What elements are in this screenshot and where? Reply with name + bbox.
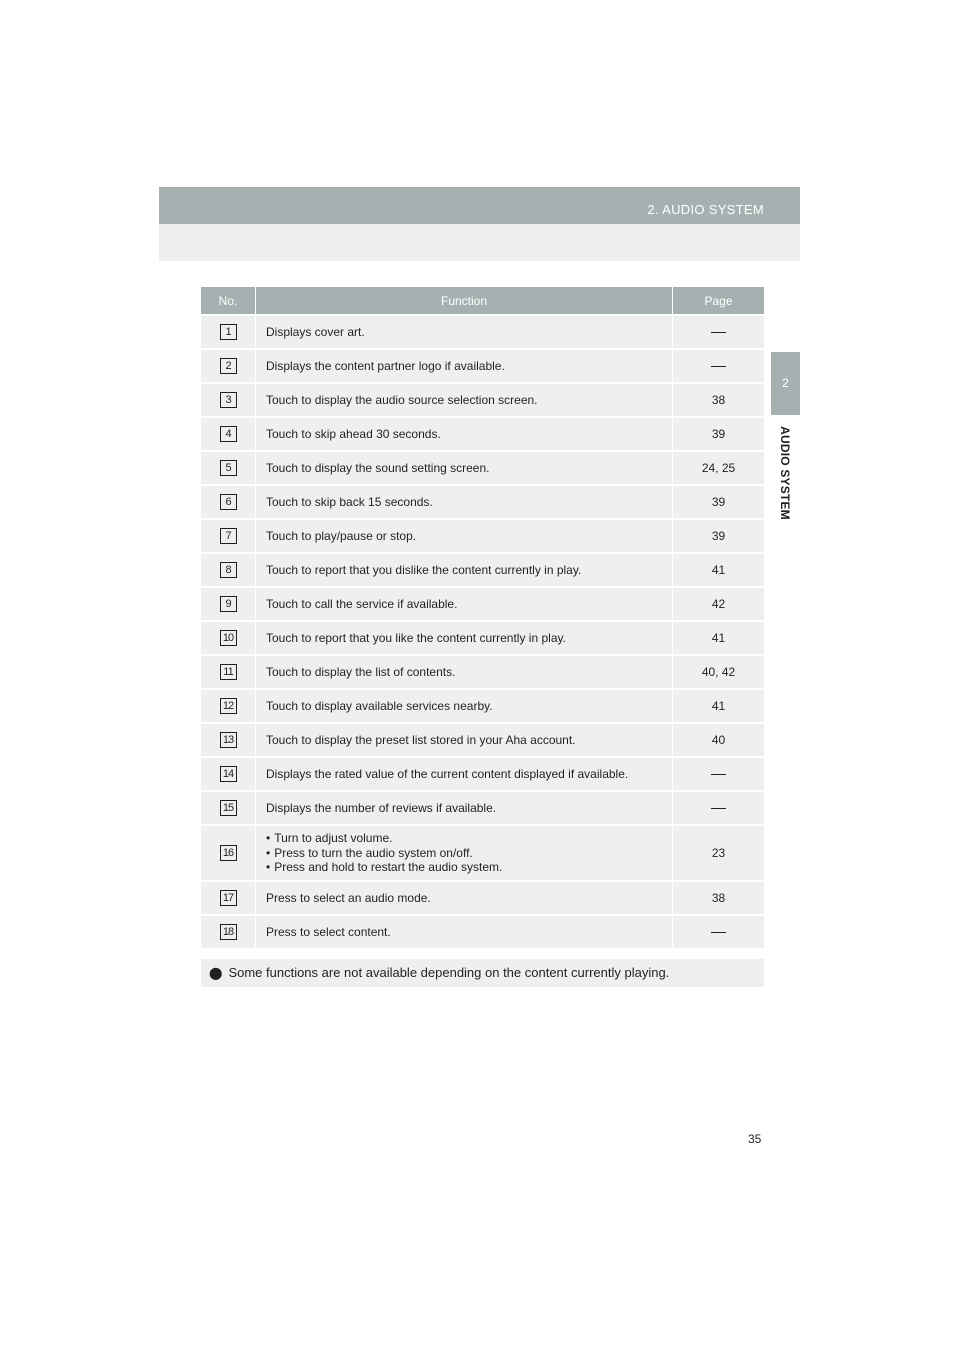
chapter-tab-number: 2 (782, 376, 789, 390)
dash-icon (711, 808, 726, 809)
row-number-cell (201, 655, 256, 689)
row-number-cell (201, 383, 256, 417)
function-cell: Press to select content. (256, 915, 673, 948)
function-cell: Touch to display the preset list stored in your Aha account. (256, 723, 673, 757)
row-number-cell (201, 587, 256, 621)
callout-number-icon: 10 (220, 630, 237, 646)
row-number-cell (201, 349, 256, 383)
row-number-cell (201, 881, 256, 915)
row-number-cell (201, 689, 256, 723)
table-row (201, 621, 764, 655)
chapter-tab-label: AUDIO SYSTEM (778, 426, 792, 520)
function-cell: Touch to display available services nearby. (256, 689, 673, 723)
page-ref-cell: 39 (673, 417, 765, 451)
table-row (201, 723, 764, 757)
table-row (201, 757, 764, 791)
callout-number-icon: 16 (220, 845, 237, 861)
function-cell: Touch to skip ahead 30 seconds. (256, 417, 673, 451)
table-row (201, 519, 764, 553)
callout-number-icon: 8 (220, 562, 237, 578)
callout-number-icon: 12 (220, 698, 237, 714)
page-ref-cell (673, 791, 765, 825)
table-row (201, 383, 764, 417)
callout-number-icon: 4 (220, 426, 237, 442)
function-cell: Touch to display the sound setting screen. (256, 451, 673, 485)
column-header-page: Page (673, 287, 765, 315)
callout-number-icon: 13 (220, 732, 237, 748)
callout-number-icon: 1 (220, 324, 237, 340)
function-cell: Touch to call the service if available. (256, 587, 673, 621)
page-ref-cell (673, 315, 765, 349)
page-ref-cell (673, 757, 765, 791)
section-title: 2. AUDIO SYSTEM (647, 202, 764, 217)
function-cell: Touch to skip back 15 seconds. (256, 485, 673, 519)
function-cell: Displays the content partner logo if available. (256, 349, 673, 383)
note-box (201, 959, 764, 987)
note-text: Some functions are not available depending on the content currently playing. (228, 965, 670, 980)
page-ref-cell: 40, 42 (673, 655, 765, 689)
function-table (201, 287, 764, 948)
callout-number-icon: 18 (220, 924, 237, 940)
row-number-cell (201, 485, 256, 519)
page-number: 35 (748, 1132, 762, 1146)
row-number-cell (201, 825, 256, 881)
row-number-cell (201, 519, 256, 553)
table-header-row (201, 287, 764, 315)
row-number-cell (201, 553, 256, 587)
table-row (201, 655, 764, 689)
page-ref-cell: 39 (673, 519, 765, 553)
table-row (201, 689, 764, 723)
column-header-no: No. (201, 287, 256, 315)
dash-icon (711, 366, 726, 367)
function-cell: Press to select an audio mode. (256, 881, 673, 915)
table-row (201, 451, 764, 485)
table-row (201, 485, 764, 519)
page-ref-cell: 41 (673, 689, 765, 723)
callout-number-icon: 14 (220, 766, 237, 782)
row-number-cell (201, 791, 256, 825)
page-ref-cell: 41 (673, 621, 765, 655)
header-bar (159, 187, 800, 224)
row-number-cell (201, 621, 256, 655)
page-ref-cell (673, 349, 765, 383)
row-number-cell (201, 417, 256, 451)
row-number-cell (201, 451, 256, 485)
page-ref-cell: 38 (673, 881, 765, 915)
row-number-cell (201, 757, 256, 791)
function-cell: Touch to report that you dislike the content currently in play. (256, 553, 673, 587)
function-cell: Touch to display the list of contents. (256, 655, 673, 689)
callout-number-icon: 17 (220, 890, 237, 906)
page-ref-cell: 40 (673, 723, 765, 757)
callout-number-icon: 2 (220, 358, 237, 374)
page-ref-cell: 23 (673, 825, 765, 881)
function-cell: Touch to report that you like the content currently in play. (256, 621, 673, 655)
callout-number-icon: 15 (220, 800, 237, 816)
table-row (201, 915, 764, 948)
row-number-cell (201, 915, 256, 948)
function-cell: Touch to display the audio source selection screen. (256, 383, 673, 417)
table-row (201, 553, 764, 587)
header-subbar (159, 224, 800, 261)
row-number-cell (201, 315, 256, 349)
callout-number-icon: 7 (220, 528, 237, 544)
page-ref-cell: 24, 25 (673, 451, 765, 485)
page-ref-cell: 42 (673, 587, 765, 621)
page-ref-cell (673, 915, 765, 948)
function-bullet-item: • Press and hold to restart the audio system. (266, 860, 672, 875)
callout-number-icon: 5 (220, 460, 237, 476)
callout-number-icon: 11 (220, 664, 237, 680)
dash-icon (711, 332, 726, 333)
function-cell: Displays cover art. (256, 315, 673, 349)
dash-icon (711, 774, 726, 775)
dash-icon (711, 932, 726, 933)
table-row (201, 587, 764, 621)
function-cell: Displays the rated value of the current content displayed if available. (256, 757, 673, 791)
table-row (201, 791, 764, 825)
table-row (201, 349, 764, 383)
column-header-function: Function (256, 287, 673, 315)
callout-number-icon: 9 (220, 596, 237, 612)
bullet-icon: ⬤ (209, 966, 223, 980)
page-ref-cell: 39 (673, 485, 765, 519)
function-cell: Touch to play/pause or stop. (256, 519, 673, 553)
function-cell (256, 825, 673, 881)
table-row (201, 825, 764, 881)
page-ref-cell: 38 (673, 383, 765, 417)
table-row (201, 881, 764, 915)
page-ref-cell: 41 (673, 553, 765, 587)
function-bullet-item: • Turn to adjust volume. (266, 831, 672, 846)
function-bullet-list (266, 831, 672, 875)
chapter-tab (771, 352, 800, 415)
table-row (201, 315, 764, 349)
row-number-cell (201, 723, 256, 757)
function-bullet-item: • Press to turn the audio system on/off. (266, 846, 672, 861)
callout-number-icon: 3 (220, 392, 237, 408)
table-row (201, 417, 764, 451)
callout-number-icon: 6 (220, 494, 237, 510)
function-cell: Displays the number of reviews if available. (256, 791, 673, 825)
table-body (201, 315, 764, 948)
